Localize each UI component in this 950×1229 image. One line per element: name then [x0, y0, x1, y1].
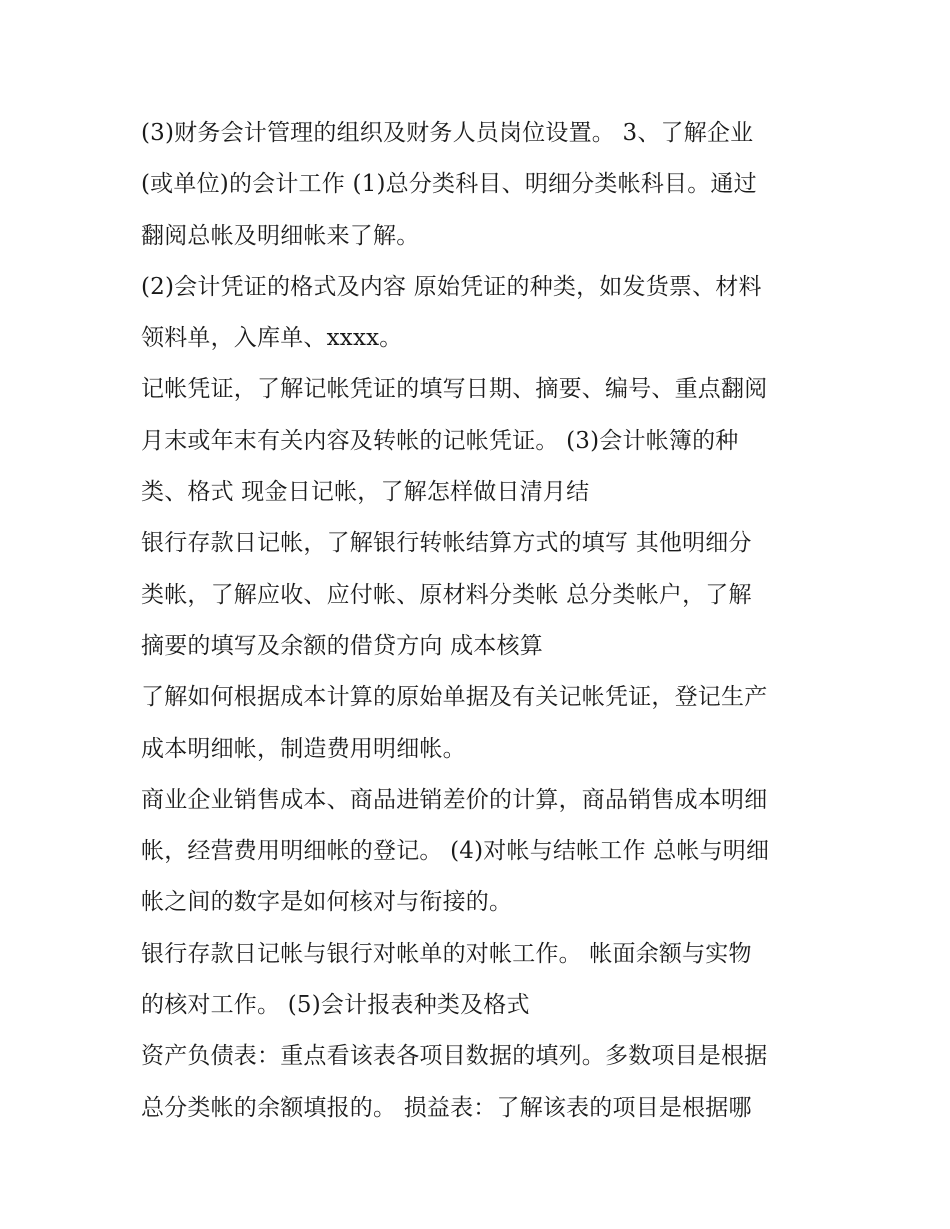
document-body [141, 108, 831, 1134]
text-line: 摘要的填写及余额的借贷方向 成本核算 [141, 632, 543, 659]
text-line: 银行存款日记帐与银行对帐单的对帐工作。 帐面余额与实物 [141, 940, 752, 967]
text-line: 商业企业销售成本、商品进销差价的计算，商品销售成本明细 [141, 786, 768, 813]
text-line: (2)会计凭证的格式及内容 原始凭证的种类，如发货票、材料 [141, 273, 762, 300]
text-line: 领料单，入库单、xxxx。 [141, 325, 403, 352]
text-line: 资产负债表：重点看该表各项目数据的填列。多数项目是根据 [141, 1043, 768, 1070]
text-line: (3)财务会计管理的组织及财务人员岗位设置。 3、了解企业 [141, 120, 754, 146]
text-line: 月末或年末有关内容及转帐的记帐凭证。 (3)会计帐簿的种 [141, 427, 739, 454]
text-line: 的核对工作。 (5)会计报表种类及格式 [141, 992, 530, 1019]
text-line: 成本明细帐，制造费用明细帐。 [141, 735, 466, 762]
text-line: 记帐凭证，了解记帐凭证的填写日期、摘要、编号、重点翻阅 [141, 376, 768, 403]
text-line: 银行存款日记帐，了解银行转帐结算方式的填写 其他明细分 [141, 530, 752, 557]
text-line: 翻阅总帐及明细帐来了解。 [141, 222, 420, 249]
text-line: 帐，经营费用明细帐的登记。 (4)对帐与结帐工作 总帐与明细 [141, 838, 770, 865]
text-line: 帐之间的数字是如何核对与衔接的。 [141, 889, 513, 916]
text-line: 类、格式 现金日记帐，了解怎样做日清月结 [141, 479, 590, 506]
text-line: 类帐，了解应收、应付帐、原材料分类帐 总分类帐户，了解 [141, 581, 752, 608]
text-line: 了解如何根据成本计算的原始单据及有关记帐凭证，登记生产 [141, 684, 768, 711]
text-line: 总分类帐的余额填报的。 损益表：了解该表的项目是根据哪 [141, 1094, 752, 1121]
text-line: (或单位)的会计工作 (1)总分类科目、明细分类帐科目。通过 [141, 171, 757, 198]
